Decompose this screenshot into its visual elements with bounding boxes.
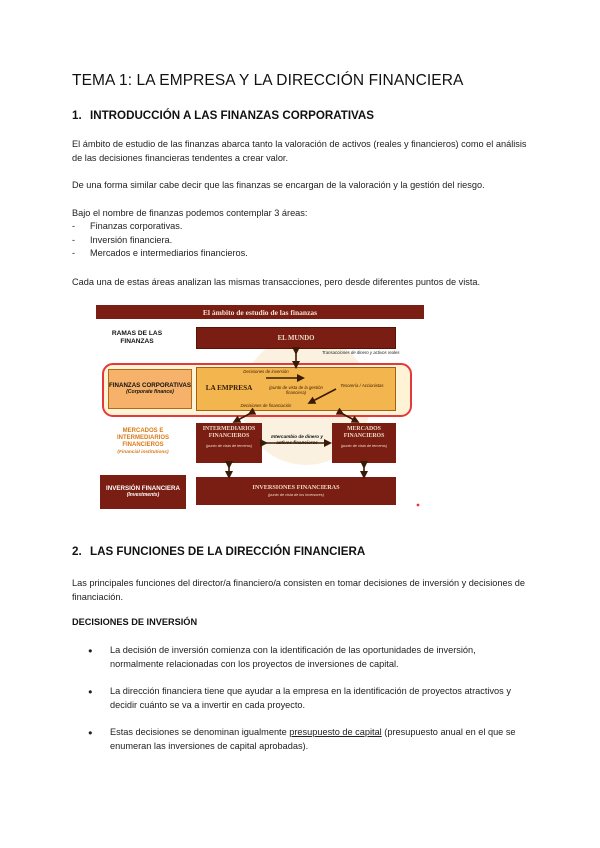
diagram-mercados-label-text: MERCADOS E INTERMEDIARIOS FINANCIEROS: [116, 428, 169, 448]
section1-paragraph-3: Bajo el nombre de finanzas podemos contemplar 3 áreas:: [72, 208, 308, 218]
diagram-corp-label: FINANZAS CORPORATIVAS: [109, 381, 191, 389]
section2-heading: [72, 545, 366, 558]
diagram-inversion-label-text: INVERSIÓN FINANCIERA: [106, 484, 180, 492]
list-item: [110, 726, 525, 753]
diagram-mercados-fin-sub: (punto de vista de terceros): [340, 443, 388, 448]
diagram-invfin-label: INVERSIONES FINANCIERAS: [252, 483, 340, 491]
section1-paragraph-2: De una forma similar cabe decir que las finanzas se encargan de la valoración y la gestión del riesgo.: [72, 180, 485, 190]
diagram-intercambio-note: Intercambio de dinero y activos financieros: [271, 434, 323, 445]
diagram-tesoreria: Tesorería / Accionistas: [340, 383, 384, 388]
diagram-corp-en: (Corporate finance): [126, 389, 174, 395]
list-item: - Mercados e intermediarios financieros.: [90, 247, 248, 261]
diagram-decisiones-inversion: Decisiones de inversión: [243, 369, 289, 374]
diagram-ramas-label: RAMAS DE LAS FINANZAS: [111, 330, 163, 345]
diagram-mundo-box: EL MUNDO: [196, 327, 396, 349]
section2-number: 2.: [72, 545, 82, 558]
diagram-inversion-label-en: (Investments): [126, 492, 160, 498]
section1-paragraph-4: Cada una de estas áreas analizan las mismas transacciones, pero desde diferentes puntos de vista.: [72, 277, 481, 287]
section1-number: 1.: [72, 109, 82, 122]
decisiones-inversion-heading: DECISIONES DE INVERSIÓN: [72, 617, 198, 627]
diagram-title: El ámbito de estudio de las finanzas: [96, 305, 424, 319]
section2-paragraph-1: Las principales funciones del director/a financiero/a consisten en tomar decisiones de inversión y decisiones de financiación.: [72, 578, 525, 602]
diagram-intermediarios-sub: (punto de vista de terceros): [205, 443, 253, 448]
arrow-tesoreria: [311, 389, 336, 402]
diagram-decisiones-financiacion: Decisiones de financiación: [240, 403, 292, 408]
section2-heading-text: LAS FUNCIONES DE LA DIRECCIÓN FINANCIERA: [90, 545, 366, 558]
diagram-intermediarios-label: INTERMEDIARIOS FINANCIEROS: [202, 426, 256, 439]
diagram-dot: [417, 504, 420, 507]
bullet3-pre: Estas decisiones se denominan igualmente: [110, 727, 290, 737]
section1-heading-text: INTRODUCCIÓN A LAS FINANZAS CORPORATIVAS: [90, 109, 375, 122]
diagram-punto-vista: (punto de vista de la gestión financiera): [269, 385, 323, 395]
diagram-mercados-label-en: (Financial institutions): [117, 450, 169, 455]
finance-scope-diagram: [96, 305, 424, 513]
diagram-empresa-label: LA EMPRESA: [205, 384, 253, 392]
diagram-invfin-sub: (punto de vista de los inversores): [268, 493, 324, 498]
inversion-bullets: [110, 644, 525, 767]
arrow-empresa-intermediarios: [236, 413, 251, 421]
list-item: - Inversión financiera.: [90, 234, 248, 248]
page-title: TEMA 1: LA EMPRESA Y LA DIRECCIÓN FINANCIERA: [72, 72, 464, 89]
bullet3-post: (presupuesto anual en el que se enumeran las inversiones de capital aprobadas).: [110, 727, 516, 751]
presupuesto-capital-term: presupuesto de capital: [289, 727, 382, 737]
section1-heading: [72, 109, 375, 122]
list-item: ● La decisión de inversión comienza con la identificación de las oportunidades de inversión, normalmente relacionadas con los proyectos de inversiones de capital.: [110, 644, 525, 671]
list-item: - Finanzas corporativas.: [90, 220, 248, 234]
arrow-empresa-mercados: [341, 413, 356, 421]
diagram-transacciones-note: Transacciones de dinero y activos reales: [322, 350, 400, 355]
areas-list: [90, 220, 248, 261]
section1-paragraph-1: El ámbito de estudio de las finanzas abarca tanto la valoración de activos (reales y financieros) como el análisis de las decisiones financieras tendentes a crear valor.: [72, 139, 527, 163]
diagram-mercados-fin-label: MERCADOS FINANCIEROS: [343, 426, 385, 439]
diagram-arrows: [96, 305, 424, 513]
list-item: ● La dirección financiera tiene que ayudar a la empresa en la identificación de proyectos atractivos y decidir cuánto se va a invertir en cada proyecto.: [110, 685, 525, 712]
